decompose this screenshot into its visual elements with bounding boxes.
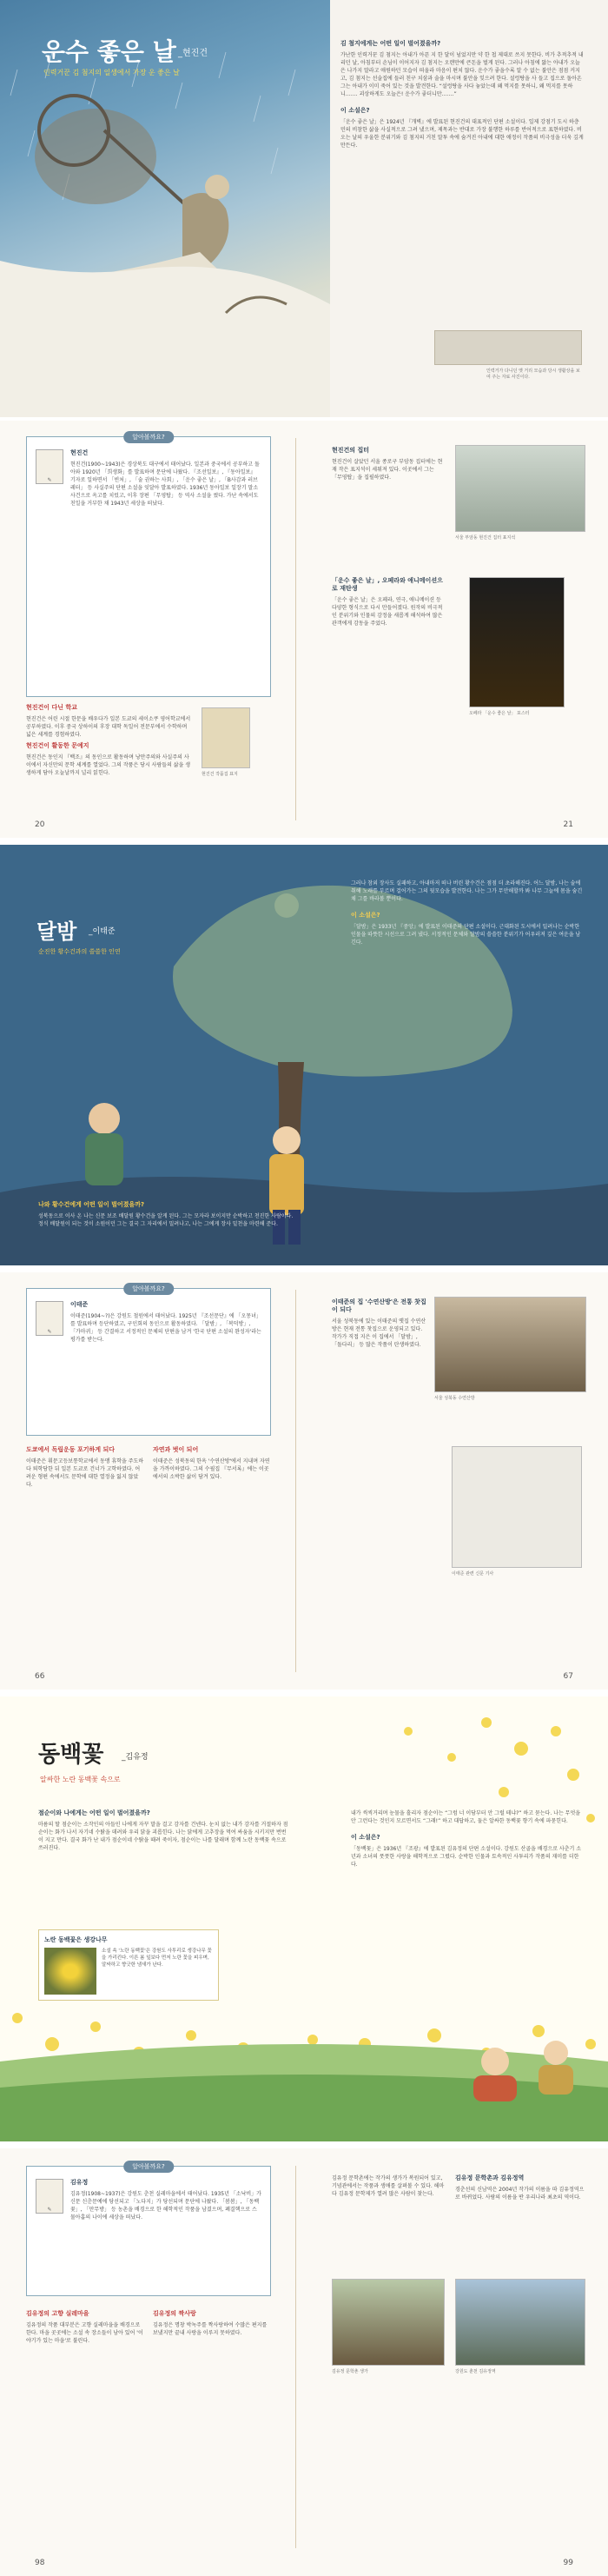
right-col-text-1: [332, 447, 445, 485]
author-name-heading: 이태준: [70, 1301, 89, 1308]
page-divider: [295, 2166, 296, 2548]
summary-heading: 김 첨지에게는 어떤 일이 벌어졌을까?: [340, 40, 441, 47]
author-portrait: ✎: [36, 449, 63, 484]
opera-poster: [469, 577, 565, 707]
author-name: _이태준: [89, 927, 116, 936]
page-number-right: 21: [563, 820, 573, 829]
about-heading: 이 소설은?: [351, 1834, 380, 1841]
author-bio: 이태준(1904~?)은 강원도 철원에서 태어났다. 1925년 『조선문단』에 「오몽녀」를 발표하며 등단하였고, 구인회의 동인으로 활동하였다. 「달밤」, 「복덕방」, 「가마귀」 등 간결하고 서정적인 문체의 단편을 남겨 '한국 단편 소설의 완성자'라는 평가를 받는다.: [70, 1313, 261, 1343]
sub-body-school: 현진건은 어린 시절 한문을 배우다가 일본 도쿄의 세이소쿠 영어학교에서 공부하였다. 이후 중국 상하이의 후장 대학 독일어 전문부에서 수학하며 넓은 세계를 경험하였다.: [26, 716, 191, 738]
summary-body: 마름의 딸 점순이는 소작인의 아들인 나에게 자꾸 말을 걸고 감자를 건넨다. 눈치 없는 내가 감자를 거절하자 점순이는 화가 나서 자기네 수탉을 데려와 우리 닭을 괴롭힌다. 나는 닭에게 고추장을 먹여 싸움을 시키지만 번번이 지고 만다. 결국 화가 난 내가 점순이네 수탉을 때려 죽이자, 점순이는 나를 달래며 함께 노란 동백꽃 속으로 쓰러진다.: [38, 1822, 288, 1851]
summary-body-continued: 내가 씩씩거리며 눈물을 흘리자 점순이는 “그럼 너 이담부터 안 그럴 테냐?” 하고 묻는다. 나는 무엇을 안 그런다는 것인지 모르면서도 “그래!” 하고 대답하고, 둘은 알싸한 동백꽃 향기 속에 파묻힌다.: [351, 1810, 581, 1824]
author-name: _김유정: [122, 1753, 149, 1762]
photo-caption: 인력거가 다니던 옛 거리 모습과 당시 생활상을 보여 주는 자료 사진이다.: [486, 368, 580, 380]
story-subtitle: 알싸한 노란 동백꽃 속으로: [40, 1776, 121, 1783]
book-cover-photo: [202, 707, 250, 768]
sub-heading-nature: 자연과 벗이 되어: [153, 1446, 199, 1453]
left-sub-col-2: [153, 2310, 271, 2340]
newspaper-caption: 이태준 관련 신문 기사: [452, 1571, 494, 1577]
author-info-box: [26, 1285, 271, 1436]
right-col-text-2: [455, 2174, 585, 2205]
author-portrait: ✎: [36, 1301, 63, 1336]
literature-village-body: 김유정 문학촌에는 작가의 생가가 복원되어 있고, 기념관에서는 작품과 생애를 살펴볼 수 있다. 해마다 김유정 문학제가 열려 많은 사람이 찾는다.: [332, 2175, 445, 2197]
sub-heading-tokyo: 도쿄에서 독립운동 포기하게 되다: [26, 1446, 115, 1453]
right-col-text-2: [332, 577, 445, 631]
station-photo: [455, 2279, 585, 2366]
story-summary: [340, 40, 584, 153]
author-info-box: [26, 2163, 271, 2296]
story-title: 운수 좋은 날: [42, 37, 176, 66]
page-number-left: 98: [35, 2559, 45, 2567]
sub-body-magazine: 현진건은 동인지 『백조』의 동인으로 활동하며 낭만주의와 사실주의 사이에서 자신만의 문학 세계를 열었다. 그의 작품은 당시 사람들의 삶을 생생하게 담아 오늘날까지 널리 읽힌다.: [26, 754, 191, 776]
author-portrait: ✎: [36, 2179, 63, 2214]
left-summary: [38, 1809, 290, 1856]
house-heading: 이태준의 집 '수연산방'은 전통 찻집이 되다: [332, 1298, 426, 1313]
about-body: 「운수 좋은 날」은 1924년 『개벽』에 발표된 현진건의 대표적인 단편 소설이다. 일제 강점기 도시 하층민의 비참한 삶을 사실적으로 그려 냈으며, 제목과는 반대로 가장 불행한 하루를 반어적으로 표현하였다. 비 오는 날의 우울한 분위기와 김 첨지의 거친 말투 속에 숨겨진 아내에 대한 애정이 작품의 비극성을 더욱 깊게 만든다.: [340, 119, 584, 149]
left-sub-sections: [26, 704, 191, 780]
author-name: _현진건: [178, 49, 208, 58]
spread-dongbaek-intro: [0, 1696, 608, 2141]
opera-body: 「운수 좋은 날」은 오페라, 연극, 애니메이션 등 다양한 형식으로 다시 만들어졌다. 원작의 비극적인 분위기와 인물의 감정을 새롭게 해석하여 많은 관객에게 감동을 주었다.: [332, 597, 443, 627]
birthplace-caption: 김유정 문학촌 생가: [332, 2369, 368, 2374]
page-divider: [295, 1290, 296, 1672]
page-number-right: 67: [563, 1672, 573, 1681]
illustration-rickshaw-rain: [0, 0, 330, 417]
house-body: 서울 성북동에 있는 이태준의 옛집 수연산방은 현재 전통 찻집으로 운영되고 있다. 작가가 직접 지은 이 집에서 「달밤」, 「돌다리」 등 많은 작품이 탄생하였다.: [332, 1318, 426, 1348]
info-tag: 알아볼까요?: [123, 431, 174, 443]
right-col-text-1: [332, 2174, 445, 2201]
birthplace-photo: [332, 2279, 445, 2366]
summary-heading: 나와 황수건에게 어떤 일이 벌어졌을까?: [38, 1201, 145, 1208]
author-name-heading: 현진건: [70, 449, 89, 456]
author-info-box: [26, 436, 271, 697]
book-cover-caption: 현진건 작품집 표지: [202, 772, 238, 777]
story-subtitle: 순진한 황수건과의 쓸쓸한 인연: [38, 948, 121, 955]
photo-old-street: [434, 330, 582, 365]
sub-heading-village: 김유정의 고향 실레마을: [26, 2310, 89, 2317]
station-heading: 김유정 문학촌과 김유정역: [455, 2174, 525, 2181]
inset-box: [38, 1929, 219, 2001]
sub-heading-love: 김유정의 짝사랑: [153, 2310, 196, 2317]
page-number-left: 66: [35, 1672, 45, 1681]
house-site-body: 현진건이 살았던 서울 종로구 부암동 집터에는 현재 작은 표지석이 세워져 있다. 이곳에서 그는 「무영탑」을 집필하였다.: [332, 459, 443, 481]
left-sub-col-1: [26, 2310, 144, 2348]
newspaper-clipping: [452, 1446, 582, 1568]
saenggang-flower-photo: [44, 1948, 96, 1995]
page-number-left: 20: [35, 820, 45, 829]
right-col-text: [332, 1298, 427, 1352]
right-summary: [351, 880, 585, 950]
story-subtitle: 인력거꾼 김 첨지의 일생에서 가장 운 좋은 날: [43, 69, 180, 76]
summary-body-continued: 그러나 참외 장사도 실패하고, 아내마저 떠나 버린 황수건은 점점 더 초라해진다. 어느 달밤, 나는 술에 취해 노래를 부르며 걸어가는 그의 뒷모습을 발견한다. 나는 그가 무안해할까 봐 나무 그늘에 몸을 숨긴 채 그를 바라볼 뿐이다.: [351, 880, 583, 902]
opera-heading: 「운수 좋은 날」, 오페라와 애니메이션으로 재탄생: [332, 577, 443, 592]
left-summary: [38, 1201, 299, 1232]
story-title: 동백꽃: [38, 1742, 104, 1768]
sub-body-tokyo: 이태준은 휘문고등보통학교에서 동맹 휴학을 주도하다 퇴학당한 뒤 일본 도쿄로 건너가 고학하였다. 어려운 형편 속에서도 문학에 대한 열정을 잃지 않았다.: [26, 1458, 144, 1488]
station-caption: 강원도 춘천 김유정역: [455, 2369, 496, 2374]
info-tag: 알아볼까요?: [123, 1283, 174, 1295]
opera-poster-caption: 오페라 「운수 좋은 날」 포스터: [469, 711, 530, 716]
house-site-heading: 현진건의 집터: [332, 447, 370, 454]
about-body: 「달밤」은 1933년 『중앙』에 발표된 이태준의 단편 소설이다. 근대화된 도시에서 밀려나는 순박한 인물을 따뜻한 시선으로 그려 냈다. 서정적인 문체와 달밤의 쓸쓸한 분위기가 어우러져 깊은 여운을 남긴다.: [351, 924, 581, 946]
inset-heading: 노란 동백꽃은 생강나무: [44, 1936, 108, 1943]
left-sub-col-1: [26, 1446, 144, 1492]
about-heading: 이 소설은?: [351, 912, 380, 919]
author-bio: 현진건(1900~1943)은 경상북도 대구에서 태어났다. 일본과 중국에서 공부하고 돌아와 1920년 「희생화」를 발표하며 문단에 나왔다. 『조선일보』, 『동아일보』 기자로 일하면서 「빈처」, 「술 권하는 사회」, 「운수 좋은 날」, 「B사감과 러브레터」 등 사실주의 단편 소설을 잇달아 발표하였다. 1936년 동아일보 일장기 말소 사건으로 옥고를 치렀고, 이후 장편 「무영탑」 등 역사 소설을 썼다. 가난 속에서도 친일을 거부한 채 1943년 세상을 떠났다.: [70, 461, 260, 507]
author-name-heading: 김유정: [70, 2179, 89, 2186]
sub-heading-magazine: 현진건이 활동한 문예지: [26, 742, 89, 749]
station-body: 경춘선의 신남역은 2004년 작가의 이름을 따 김유정역으로 바뀌었다. 사람의 이름을 딴 우리나라 최초의 역이다.: [455, 2187, 585, 2201]
house-site-photo: [455, 445, 585, 532]
spread-kim-yujeong: [0, 2148, 608, 2576]
spread-lee-taejun: [0, 1272, 608, 1690]
suyeonsanbang-photo: [434, 1297, 586, 1392]
page-number-right: 99: [563, 2559, 573, 2567]
house-site-caption: 서울 부암동 현진건 집터 표지석: [455, 535, 516, 541]
about-body: 「동백꽃」은 1936년 『조광』에 발표된 김유정의 단편 소설이다. 강원도 산골을 배경으로 사춘기 소년과 소녀의 풋풋한 사랑을 해학적으로 그렸다. 순박한 인물과 토속적인 사투리가 작품의 재미를 더한다.: [351, 1846, 582, 1868]
sub-body-love: 김유정은 명창 박녹주를 짝사랑하여 수많은 편지를 보냈지만 끝내 사랑을 이루지 못하였다.: [153, 2322, 268, 2336]
suyeonsanbang-caption: 서울 성북동 수연산방: [434, 1396, 475, 1401]
spread-unsu-intro: [0, 0, 608, 417]
left-sub-col-2: [153, 1446, 271, 1484]
right-summary: [351, 1809, 585, 1872]
info-tag: 알아볼까요?: [123, 2161, 174, 2173]
author-bio: 김유정(1908~1937)은 강원도 춘천 실레마을에서 태어났다. 1935년 「소낙비」가 신문 신춘문예에 당선되고 「노다지」가 당선되며 문단에 나왔다. 「봄봄」, 「동백꽃」, 「만무방」 등 농촌을 배경으로 한 해학적인 작품을 남겼으며, 폐결핵으로 스물아홉의 나이에 세상을 떠났다.: [70, 2191, 261, 2221]
summary-body: 성북동으로 이사 온 나는 신문 보조 배달원 황수건을 알게 된다. 그는 모자라 보이지만 순박하고 천진한 사람이다. 정식 배달원이 되는 것이 소원이던 그는 결국 그 자리에서 밀려나고, 나는 그에게 장사 밑천을 마련해 준다.: [38, 1213, 294, 1227]
sub-body-village: 김유정의 작품 대부분은 고향 실레마을을 배경으로 한다. 마을 곳곳에는 소설 속 장소들이 남아 있어 '이야기가 있는 마을'로 불린다.: [26, 2322, 143, 2344]
inset-body: 소설 속 '노란 동백꽃'은 강원도 사투리로 생강나무 꽃을 가리킨다. 이른 봄 잎보다 먼저 노란 꽃을 피우며, 알싸하고 향긋한 냄새가 난다.: [102, 1949, 212, 1968]
sub-heading-school: 현진건이 다닌 학교: [26, 704, 77, 711]
about-heading: 이 소설은?: [340, 107, 370, 114]
spread-hyeon-jingeon: [0, 421, 608, 838]
page-divider: [295, 438, 296, 820]
summary-body: 가난한 인력거꾼 김 첨지는 아내가 아픈 지 한 달이 넘었지만 약 한 첩 제대로 쓰지 못한다. 비가 추적추적 내리던 날, 아침부터 손님이 이어지자 김 첨지는 오랜만에 큰돈을 벌게 된다. 그러나 아침에 앓는 아내가 오늘은 나가지 말라고 애원하던 모습이 떠올라 마음이 편치 않다. 운수가 좋을수록 알 수 없는 불안은 점점 커지고, 김 첨지는 선술집에 들러 친구 치삼과 술을 마시며 불안을 잊으려 한다. 설렁탕을 사 들고 집으로 돌아온 그는 아내가 이미 죽어 있는 것을 발견한다. “설렁탕을 사다 놓았는데 왜 먹지를 못하니, 왜 먹지를 못하니……. 괴상하게도 오늘은! 운수가 좋더니만…….”: [340, 52, 584, 97]
sub-body-nature: 이태준은 성북동의 한옥 '수연산방'에서 지내며 자연을 가까이하였다. 그의 수필집 『무서록』에는 이곳에서의 소박한 삶이 담겨 있다.: [153, 1458, 270, 1480]
story-title: 달밤: [36, 919, 77, 944]
summary-heading: 점순이와 나에게는 어떤 일이 벌어졌을까?: [38, 1809, 150, 1816]
spread-dalbam-intro: [0, 845, 608, 1265]
